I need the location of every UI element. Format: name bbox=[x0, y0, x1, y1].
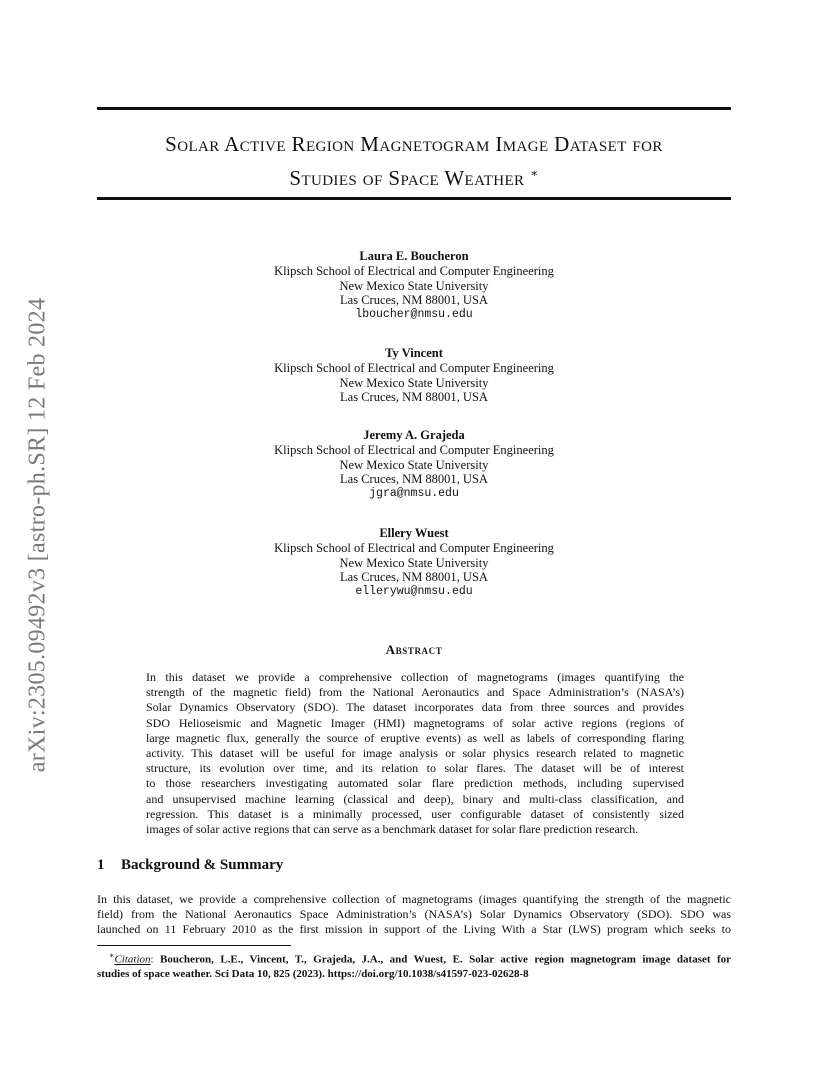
author-name: Ty Vincent bbox=[385, 346, 443, 360]
title-rule-top bbox=[97, 107, 731, 110]
author-institution: New Mexico State University bbox=[339, 457, 489, 472]
author-name: Laura E. Boucheron bbox=[359, 249, 469, 263]
citation-label: Citation bbox=[114, 953, 151, 966]
citation-text-1: Boucheron, L.E., Vincent, T., Grajeda, J.A., and Wuest, E. Solar active region magnetogram image dataset for bbox=[160, 953, 732, 966]
section-body bbox=[97, 892, 731, 938]
title-line-2-text: Studies of Space Weather bbox=[289, 166, 525, 190]
author-name: Jeremy A. Grajeda bbox=[363, 428, 465, 442]
abstract-line: SDO Helioseismic and Magnetic Imager (HMI) magnetograms of solar active regions (regions of bbox=[146, 715, 684, 730]
author-institution: New Mexico State University bbox=[339, 375, 489, 390]
abstract-line: regression. This dataset is a minimally processed, user configurable dataset of consistently sized bbox=[146, 806, 684, 821]
citation-separator: : bbox=[150, 953, 161, 966]
abstract-text bbox=[146, 670, 684, 837]
author-affiliation: Klipsch School of Electrical and Computer Engineering bbox=[274, 540, 554, 555]
arxiv-identifier: arXiv:2305.09492v3 [astro-ph.SR] 12 Feb 2024 bbox=[24, 297, 51, 773]
abstract-heading: Abstract bbox=[385, 642, 443, 657]
author-address: Las Cruces, NM 88001, USA bbox=[340, 390, 488, 405]
title-rule-bottom bbox=[97, 197, 731, 200]
title-footnote-marker: ∗ bbox=[530, 166, 539, 180]
abstract-line: activity. This dataset will be useful for image analysis or solar physics research related to magnetic bbox=[146, 746, 684, 761]
author-address: Las Cruces, NM 88001, USA bbox=[340, 570, 488, 585]
author-email: lboucher@nmsu.edu bbox=[355, 308, 473, 322]
arxiv-side-stamp bbox=[20, 265, 56, 805]
title-line-2 bbox=[97, 159, 731, 193]
footnote-line-1 bbox=[97, 949, 731, 967]
citation-footnote bbox=[97, 949, 731, 981]
author-block bbox=[97, 346, 731, 405]
author-block bbox=[97, 428, 731, 502]
section-title: Background & Summary bbox=[121, 857, 284, 873]
author-email: ellerywu@nmsu.edu bbox=[355, 585, 473, 599]
title-line-1: Solar Active Region Magnetogram Image Dataset for bbox=[165, 132, 663, 156]
abstract-line: structure, its evolution over time, and its relation to solar flares. The dataset will be of interest bbox=[146, 761, 684, 776]
author-address: Las Cruces, NM 88001, USA bbox=[340, 472, 488, 487]
abstract-line: strength of the magnetic field) from the National Aeronautics and Space Administration’s (NASA’s) bbox=[146, 685, 684, 700]
citation-text-2: studies of space weather. Sci Data 10, 825 (2023). https://doi.org/10.1038/s41597-023-02628-8 bbox=[97, 967, 529, 980]
author-institution: New Mexico State University bbox=[339, 555, 489, 570]
author-affiliation: Klipsch School of Electrical and Computer Engineering bbox=[274, 360, 554, 375]
abstract-line: to those researchers investigating automated solar flare prediction methods, including supervised bbox=[146, 776, 684, 791]
author-address: Las Cruces, NM 88001, USA bbox=[340, 293, 488, 308]
abstract-line: large magnetic flux, generally the source of eruptive events) as well as labels of corresponding flaring bbox=[146, 730, 684, 745]
body-line: In this dataset, we provide a comprehensive collection of magnetograms (images quantifying the strength of the magnetic bbox=[97, 892, 731, 906]
footnote-rule bbox=[97, 945, 291, 946]
author-name: Ellery Wuest bbox=[379, 526, 449, 540]
author-affiliation: Klipsch School of Electrical and Computer Engineering bbox=[274, 263, 554, 278]
author-block bbox=[97, 249, 731, 323]
author-affiliation: Klipsch School of Electrical and Computer Engineering bbox=[274, 442, 554, 457]
author-institution: New Mexico State University bbox=[339, 278, 489, 293]
body-line: field) from the National Aeronautics Space Administration’s (NASA’s) Solar Dynamics Observatory (SDO). SDO was bbox=[97, 907, 731, 922]
section-number: 1 bbox=[97, 857, 105, 873]
abstract-line: In this dataset we provide a comprehensive collection of magnetograms (images quantifying the bbox=[146, 670, 684, 684]
footnote-line-2 bbox=[97, 967, 731, 981]
abstract-line: and unsupervised machine learning (classical and deep), binary and multi-class classification, and bbox=[146, 791, 684, 806]
author-email: jgra@nmsu.edu bbox=[369, 487, 459, 501]
body-line: launched on 11 February 2010 as the first mission in support of the Living With a Star (LWS) program which seeks to bbox=[97, 922, 731, 937]
footnote-marker: ∗ bbox=[109, 951, 115, 960]
section-heading bbox=[97, 857, 283, 874]
abstract-line: images of solar active regions that can serve as a benchmark dataset for solar flare prediction research. bbox=[146, 822, 639, 837]
abstract-line: Solar Dynamics Observatory (SDO). The dataset incorporates data from three sources and provides bbox=[146, 700, 684, 715]
paper-title bbox=[97, 130, 731, 193]
author-block bbox=[97, 526, 731, 600]
